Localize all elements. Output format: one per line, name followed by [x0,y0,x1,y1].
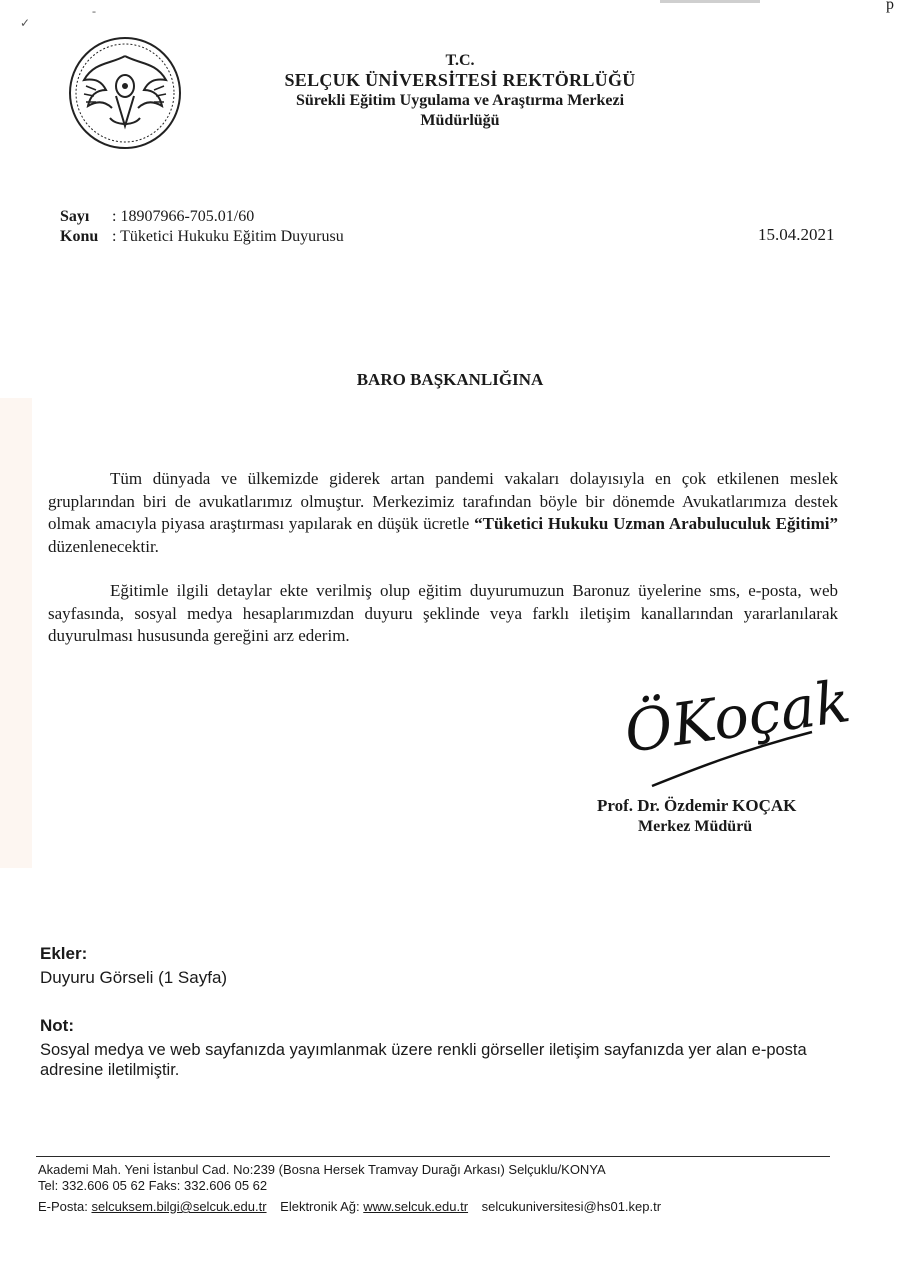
recipient-heading: BARO BAŞKANLIĞINA [356,370,544,389]
footer-contact-row [38,1199,661,1214]
footer-email-label: E-Posta: [38,1199,88,1214]
body-paragraph-1-end: düzenlenecektir. [48,536,159,556]
scan-tick-top: - [92,4,96,18]
note-label: Not: [40,1016,74,1035]
header-university: SELÇUK ÜNİVERSİTESİ REKTÖRLÜĞÜ [284,70,636,90]
header-tc: T.C. [445,52,475,69]
handwritten-signature [620,667,855,792]
footer-phone-fax: Tel: 332.606 05 62 Faks: 332.606 05 62 [38,1178,268,1193]
body-paragraph-2: Eğitimle ilgili detaylar ekte verilmiş olup eğitim duyurumuzun Baronuz üyelerine sms, e-posta, web sayfasında, sosyal medya hesaplarımızdan duyuru şeklinde veya farklı iletişim kanallarından yararlanılarak duyurulması hususunda gereğini arz ederim. [48,581,838,645]
attachment-item: Duyuru Görseli (1 Sayfa) [40,968,228,987]
subject-label: Konu [60,228,99,245]
subject-row [60,228,344,246]
header-center: Sürekli Eğitim Uygulama ve Araştırma Merkezi [295,92,625,109]
footer-web-link[interactable]: www.selcuk.edu.tr [363,1199,469,1214]
footer-kep-address: selcukuniversitesi@hs01.kep.tr [481,1199,662,1214]
signer-title: Merkez Müdürü [638,818,753,835]
footer-web-label: Elektronik Ağ: [280,1199,360,1214]
footer-address: Akademi Mah. Yeni İstanbul Cad. No:239 (Bosna Hersek Tramvay Durağı Arkası) Selçuklu/KONYA [38,1162,606,1177]
document-number-label: Sayı [60,208,90,225]
document-date: 15.04.2021 [758,225,835,244]
scan-tick-left: ✓ [20,16,31,30]
attachments-label: Ekler: [40,944,88,963]
body-paragraph-1-text: Tüm dünyada ve ülkemizde giderek artan pandemi vakaları dolayısıyla en çok etkilenen meslek gruplarından biri de avukatlarımız olmuştur. Merkezimiz tarafından böyle bir dönemde Avukatlarımıza destek olmak amacıyla piyasa araştırması yapılarak en düşük ücretle [48,469,838,533]
header-directorate: Müdürlüğü [420,112,500,129]
scan-corner-letter: p [886,0,894,13]
signature-handwriting: ÖKoçak [620,667,855,766]
scan-mark-top [660,0,760,3]
scan-edge-shadow [0,398,32,868]
signer-name: Prof. Dr. Özdemir KOÇAK [597,796,797,815]
note-text: Sosyal medya ve web sayfanızda yayımlanmak üzere renkli görseller iletişim sayfanızda yer alan e-posta adresine iletilmiştir. [40,1041,807,1079]
document-number-row [60,208,254,226]
body-paragraph-1 [48,468,838,558]
footer-divider [36,1156,830,1157]
subject-value: : Tüketici Hukuku Eğitim Duyurusu [112,228,344,245]
footer-email-link[interactable]: selcuksem.bilgi@selcuk.edu.tr [91,1199,267,1214]
document-number-value: : 18907966-705.01/60 [112,208,255,225]
university-seal-logo [66,34,184,152]
training-title: “Tüketici Hukuku Uzman Arabuluculuk Eğitimi” [474,514,838,533]
